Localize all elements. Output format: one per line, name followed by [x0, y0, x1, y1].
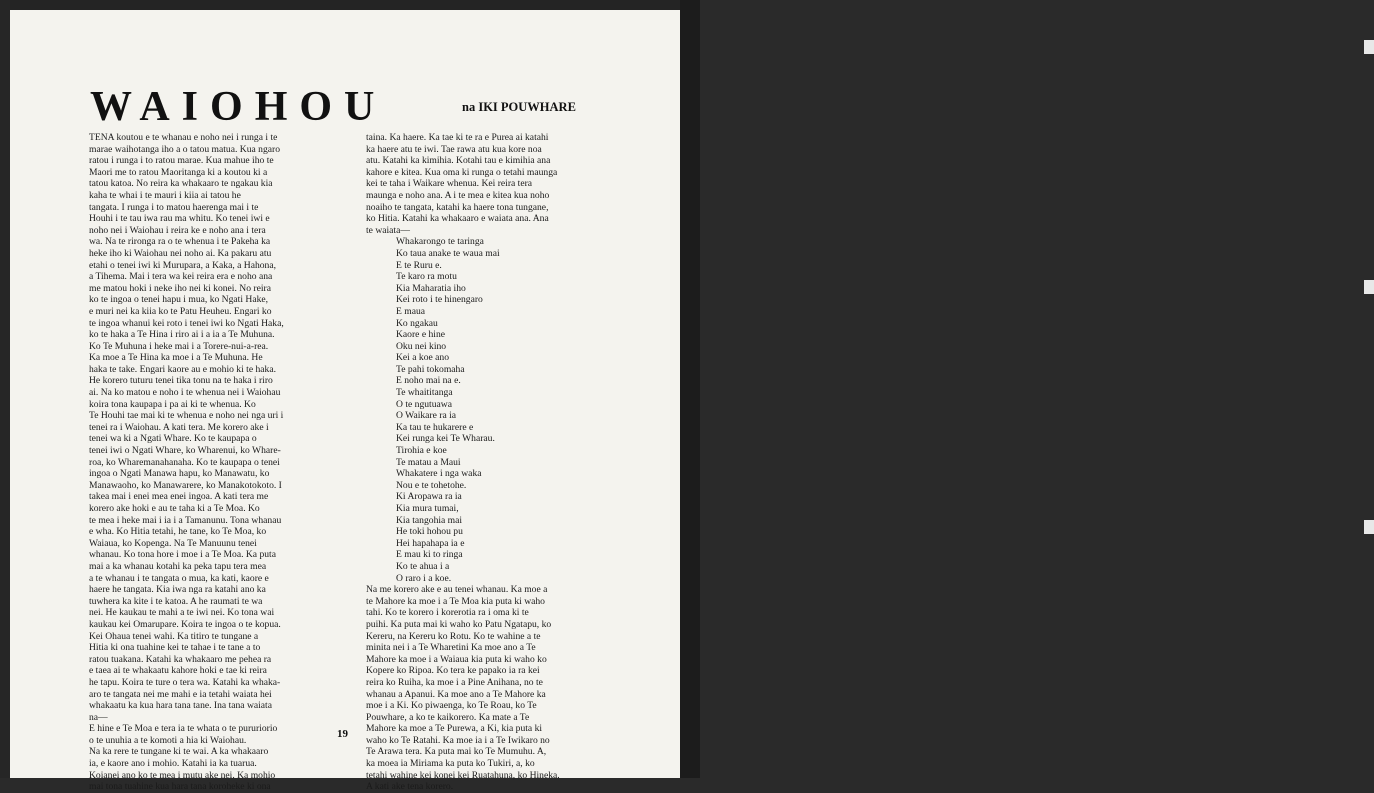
poem-line: Kia tangohia mai: [396, 514, 463, 526]
poem-line: O Waikare ra ia: [396, 410, 457, 422]
text-line: Koianei ano ko te mea i mutu ake nei. Ka mohio: [89, 769, 276, 781]
text-line: nei. He kaukau te mahi a te iwi nei. Ko tona wai: [89, 607, 275, 619]
text-line: a Tihema. Mai i tera wa kei reira era e noho ana: [89, 271, 273, 283]
poem-line: Ka tau te hukarere e: [396, 421, 474, 433]
poem-line: Kia mura tumai,: [396, 503, 459, 514]
poem-line: E mau ki to ringa: [396, 549, 463, 561]
poem-line: E noho mai na e.: [396, 375, 461, 387]
poem-line: Kaore e hine: [396, 329, 446, 341]
text-line: e wha. Ko Hitia tetahi, he tane, ko Te Moa, ko: [89, 526, 267, 538]
scan-border-right: [680, 0, 700, 778]
text-line: Maori me to ratou Maoritanga ki a koutou ki a: [89, 166, 268, 178]
text-line: maunga e noho ana. A i te mea e kitea kua noho: [366, 189, 550, 201]
text-line: mai tona tuahine kua hara tana koroheke ki ona: [89, 781, 271, 793]
text-line: noho nei i Waiohau i reira ke e noho ana i tera: [89, 224, 266, 236]
text-line: te Mahore ka moe i a Te Moa kia puta ki waho: [366, 595, 545, 607]
text-line: Kei Ohaua tenei wahi. Ka titiro te tungane a: [89, 630, 259, 642]
text-line: tatou katoa. No reira ka whakaaro te ngakau kia: [89, 178, 273, 190]
poem-line: Whakatere i nga waka: [396, 468, 482, 480]
poem-line: Tirohia e koe: [396, 445, 447, 457]
poem-line: O te ngutuawa: [396, 398, 452, 410]
text-line: Te Arawa tera. Ka puta mai ko Te Mumuhu. A,: [366, 746, 547, 758]
text-line: kaukau kei Omarupare. Koira te ingoa o te kopua.: [89, 618, 281, 630]
text-line: haka te take. Engari kaore au e mohio ki te haka.: [89, 363, 276, 375]
poem-line: Kei runga kei Te Wharau.: [396, 433, 495, 445]
text-line: e taea ai te whakaatu kahore hoki e tae ki reira: [89, 665, 267, 677]
text-line: noaiho te tangata, katahi ka haere tona tungane,: [366, 201, 549, 213]
text-line: e muri nei ka kiia ko te Patu Heuheu. Engari ko: [89, 305, 272, 317]
text-line: tenei wa ki a Ngati Whare. Ko te kaupapa o: [89, 433, 257, 445]
text-line: Ko Te Muhuna i heke mai i a Torere-nui-a-rea.: [89, 340, 269, 352]
scan-border-left: [0, 0, 10, 778]
text-line: Kopere ko Ripoa. Ko tera ke papako ia ra kei: [366, 665, 540, 677]
text-line: kaha te whai i te mauri i kiia ai tatou he: [89, 189, 241, 201]
poem-line: Te pahi tokomaha: [396, 363, 465, 375]
text-line: E hine e Te Moa e tera ia te whata o te pururiorio: [89, 723, 278, 735]
text-line: takea mai i enei mea enei ingoa. A kati tera me: [89, 491, 269, 503]
text-line: tahi. Ko te korero i korerotia ra i oma ki te: [366, 607, 529, 619]
poem-line: Ko te ahua i a: [396, 560, 450, 572]
text-line: wa. Na te rironga ra o te whenua i te Pakeha ka: [89, 236, 271, 248]
text-line: etahi o tenei iwi ki Murupara, a Kaka, a Hahona,: [89, 259, 277, 271]
poem-line: Kei a koe ano: [396, 352, 450, 364]
text-line: a te whanau i te tangata o mua, ka kati, kaore e: [89, 572, 269, 584]
scan-mark: [1364, 280, 1374, 294]
poem-line: Whakarongo te taringa: [396, 236, 484, 248]
text-line: Mahore ka moe i a Waiaua kia puta ki waho ko: [366, 653, 547, 665]
text-line: ia, e kaore ano i mohio. Katahi ia ka tuarua.: [89, 758, 257, 770]
text-line: whanau a Apanui. Ka moe ano a Te Mahore ka: [366, 688, 546, 700]
text-line: ka moea ia Miriama ka puta ko Tukiri, a, ko: [366, 758, 535, 770]
poem-line: Hei hapahapa ia e: [396, 537, 465, 549]
text-line: Waiaua, ko Kopenga. Na Te Manuunu tenei: [89, 537, 257, 549]
text-line: tenei iwi o Ngati Whare, ko Wharenui, ko Whare-: [89, 445, 281, 457]
text-line: Te Houhi tae mai ki te whenua e noho nei nga uri i: [89, 410, 284, 422]
text-line: roa, ko Wharemanahanaha. Ko te kaupapa o tenei: [89, 456, 280, 468]
text-line: o te unuhia a te komoti a hia ki Waiohau.: [89, 734, 247, 746]
page-number: 19: [337, 728, 348, 740]
text-line: A kati ake tena korero.: [366, 781, 454, 793]
poem-line: Ki Aropawa ra ia: [396, 491, 462, 503]
poem-line: He toki hohou pu: [396, 526, 463, 538]
column-right-outro: [366, 584, 626, 793]
waiata-poem: [366, 236, 626, 584]
text-line: ratou tuakana. Katahi ka whakaaro me pehea ra: [89, 653, 272, 665]
poem-line: Nou e te tohetohe.: [396, 479, 467, 491]
text-line: atu. Katahi ka kimihia. Kotahi tau e kimihia ana: [366, 155, 551, 167]
text-line: he tapu. Koira te ture o tera wa. Katahi ka whaka-: [89, 676, 281, 688]
text-line: ai. Na ko matou e noho i te whenua nei i Waiohau: [89, 387, 281, 399]
text-line: Mahore ka moe a Te Purewa, a Ki, kia puta ki: [366, 723, 543, 735]
text-line: mai a ka whanau kotahi ka peka tapu tera mea: [89, 560, 267, 572]
text-line: ratou i runga i to ratou marae. Kua mahue iho te: [89, 155, 274, 167]
text-line: me matou hoki i neke iho nei ki konei. No reira: [89, 282, 271, 294]
text-line: moe i a Ki. Ko piwaenga, ko Te Roau, ko Te: [366, 700, 537, 712]
text-line: reira ko Ruiha, ka moe i a Pine Anihana, no te: [366, 676, 543, 688]
text-line: TENA koutou e te whanau e noho nei i runga i te: [89, 132, 278, 143]
poem-line: E te Ruru e.: [396, 259, 442, 271]
poem-line: Te matau a Maui: [396, 456, 461, 468]
document-page: [10, 10, 680, 793]
text-line: Kereru, na Kereru ko Rotu. Ko te wahine a te: [366, 630, 541, 642]
text-line: kei te taha i Waikare whenua. Kei reira tera: [366, 178, 533, 190]
text-line: haere he tangata. Kia iwa nga ra katahi ano ka: [89, 584, 266, 596]
text-column-left: [89, 132, 347, 793]
text-line: ko te haka a Te Hina i riro ai i a ia a Te Muhuna.: [89, 329, 275, 341]
text-line: na—: [89, 711, 108, 723]
text-line: tetahi wahine kei konei kei Ruatahuna, ko Hineka.: [366, 769, 560, 781]
text-column-right: [366, 132, 626, 793]
text-line: whakaatu ka kua hara tana tane. Ina tana waiata: [89, 700, 272, 712]
text-line: ingoa o Ngati Manawa hapu, ko Manawatu, ko: [89, 468, 270, 480]
scan-mark: [1364, 40, 1374, 54]
text-line: te waiata—: [366, 224, 410, 236]
poem-line: Ko ngakau: [396, 317, 438, 329]
text-line: Pouwhare, a ko te kaikorero. Ka mate a Te: [366, 711, 530, 723]
text-line: tuwhera ka kite i te katoa. A he raumati te wa: [89, 595, 263, 607]
text-line: Na me korero ake e au tenei whanau. Ka moe a: [366, 584, 548, 596]
text-line: Na ka rere te tungane ki te wai. A ka whakaaro: [89, 746, 269, 758]
text-line: He korero tuturu tenei tika tonu na te haka i riro: [89, 375, 273, 387]
poem-line: O raro i a koe.: [396, 572, 452, 584]
text-line: heke iho ki Waiohau nei noho ai. Ka pakaru atu: [89, 247, 272, 259]
text-line: marae waihotanga iho a o tatou matua. Kua ngaro: [89, 143, 281, 155]
poem-line: Te karo ra motu: [396, 271, 457, 283]
text-line: tangata. I runga i to matou haerenga mai i te: [89, 201, 259, 213]
poem-line: Ko taua anake te waua mai: [396, 247, 500, 259]
text-line: tenei ra i Waiohau. A kati tera. Me korero ake i: [89, 421, 269, 433]
poem-line: Oku nei kino: [396, 340, 447, 352]
text-line: aro te tangata nei me mahi e ia tetahi waiata hei: [89, 688, 272, 700]
text-line: Houhi i te tau iwa rau ma whitu. Ko tenei iwi e: [89, 213, 270, 225]
column-right-intro: [366, 132, 626, 236]
text-line: Manawaoho, ko Manawarere, ko Manakotokoto. I: [89, 479, 282, 491]
scan-mark: [1364, 520, 1374, 534]
text-line: ko te ingoa o tenei hapu i mua, ko Ngati Hake,: [89, 294, 269, 306]
text-line: Ka moe a Te Hina ka moe i a Te Muhuna. He: [89, 352, 263, 364]
scan-border-top: [0, 0, 700, 10]
text-line: koira tona kaupapa i pa ai ki te whenua. Ko: [89, 398, 256, 410]
poem-line: E maua: [396, 305, 426, 317]
page-title: WAIOHOU: [90, 84, 387, 130]
poem-line: Kei roto i te hinengaro: [396, 294, 483, 306]
poem-line: Te whaititanga: [396, 387, 453, 399]
author-byline: na IKI POUWHARE: [462, 100, 576, 114]
text-line: kahore e kitea. Kua oma ki runga o tetahi maunga: [366, 166, 558, 178]
text-line: whanau. Ko tona hore i moe i a Te Moa. Ka puta: [89, 549, 276, 561]
text-line: korero ake hoki e au te taha ki a Te Moa. Ko: [89, 503, 260, 514]
text-line: minita nei i a Te Wharetini Ka moe ano a Te: [366, 642, 536, 654]
text-line: ka haere atu te iwi. Tae rawa atu kua kore noa: [366, 143, 542, 155]
text-line: waho ko Te Ratahi. Ka moe ia i a Te Iwikaro no: [366, 734, 550, 746]
text-line: te ingoa whanui kei roto i tenei iwi ko Ngati Haka,: [89, 317, 284, 329]
poem-line: Kia Maharatia iho: [396, 282, 466, 294]
text-line: taina. Ka haere. Ka tae ki te ra e Purea ai katahi: [366, 132, 549, 143]
text-line: Hitia ki ona tuahine kei te tahae i te tane a to: [89, 642, 261, 654]
text-line: puihi. Ka puta mai ki waho ko Patu Ngatapu, ko: [366, 618, 552, 630]
text-line: te mea i heke mai i ia i a Tamanunu. Tona whanau: [89, 514, 282, 526]
text-line: ko Hitia. Katahi ka whakaaro e waiata ana. Ana: [366, 213, 549, 225]
